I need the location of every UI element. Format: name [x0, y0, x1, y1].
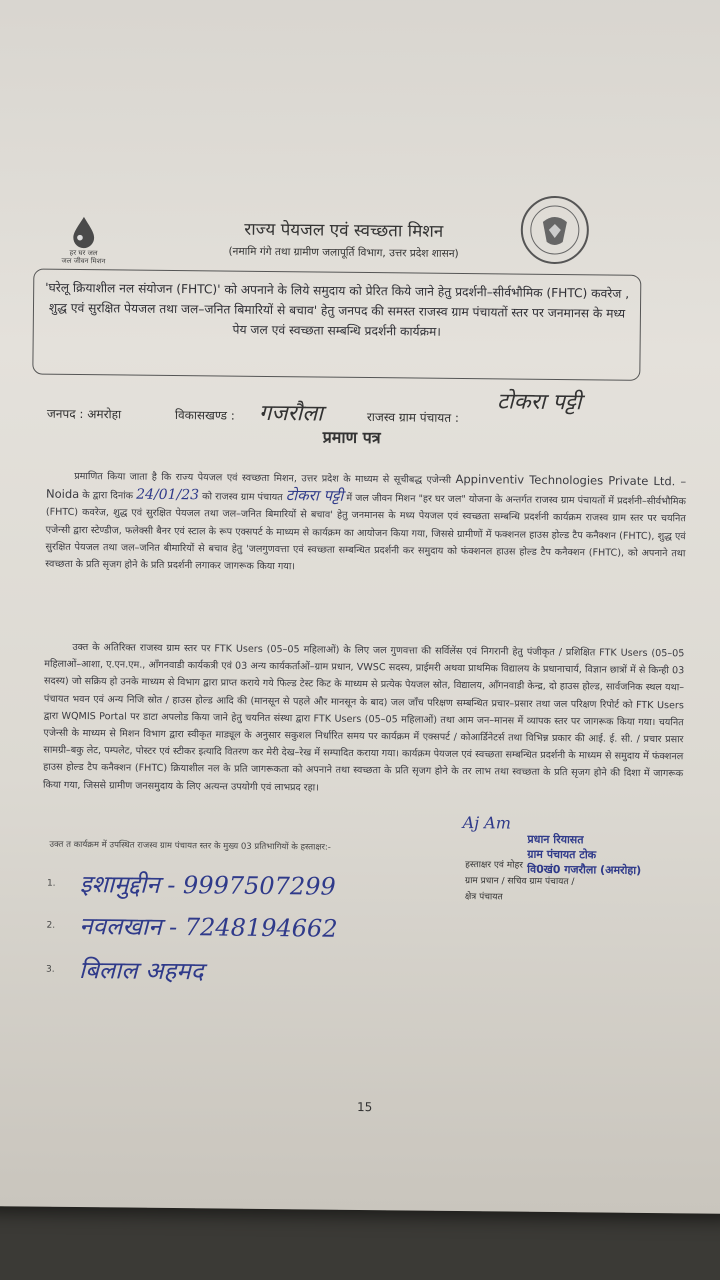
- header-subtitle: (नमामि गंगे तथा ग्रामीण जलापूर्ति विभाग, उत्तर प्रदेश शासन): [228, 245, 459, 260]
- logo-tagline-2: जल जीवन मिशन: [61, 256, 106, 266]
- participant-signature: नवलखान - 7248194662: [79, 912, 338, 943]
- para1-text-b: के द्वारा दिनांक: [82, 490, 134, 502]
- participant-entry: [46, 909, 337, 945]
- water-drop-icon: [65, 215, 103, 249]
- sign-label-line-1: हस्ताक्षर एवं मोहर: [465, 860, 523, 871]
- participant-number: 3.: [46, 964, 55, 975]
- panchayat-label: राजस्व ग्राम पंचायत :: [366, 410, 460, 425]
- program-title-box: 'घरेलू क्रियाशील नल संयोजन (FHTC)' को अपनाने के लिये समुदाय को प्रेरित किये जाने हेतु प्रदर्शनी–सीर्वभौमिक (FHTC) कवरेज , शुद्ध एवं सुरक्षित पेयजल तथा जल–जनित बिमारियों से बचाव' हेतु जनपद की समस्त राजस्व ग्राम पंचायतों स्तर पर जनमानस के मध्य पेय जल एवं स्वच्छता सम्बन्धि प्रदर्शनी कार्यक्रम।: [32, 269, 641, 381]
- sign-label-line-3: क्षेत्र पंचायत: [464, 892, 503, 903]
- block-label: विकासखण्ड :: [174, 407, 235, 423]
- participant-signature: इशामुद्दीन - 9997507299: [79, 870, 336, 901]
- block-value: गजरौला: [258, 400, 324, 427]
- stamp-line-1: प्रधान रियासत: [527, 832, 584, 847]
- certificate-heading: प्रमाण पत्र: [322, 427, 381, 448]
- para1-text-d: में जल जीवन मिशन "हर घर जल" योजना के अन्तर्गत राजस्व ग्राम पंचायतों में प्रदर्शनी–सीर्वभौमिक (FHTC) कवरेज, शुद्ध एवं सुरक्षित पेयजल तथा जल–जनित बिमारियों से बचाव' हेतु जनमानस के मध्य पेयजल एवं स्वच्छता सम्बन्धि प्रदर्शनी कार्यक्रम राजस्व ग्राम स्तर पर चयनित एजेन्सी द्वारा स्टेण्डीज, फलेक्सी बैनर एवं स्टाल के रूप एक्सपर्ट के माध्यम से कार्यक्रम का आयोजन किया गया, जिससे ग्रामीणों में फक्शनल हाउस होल्ड टैप कनैक्शन (FHTC), शुद्ध एवं सुरक्षित पेयजल तथा जल–जनित बीमारियों से बचाव हेतु 'जलगुणवत्ता एवं स्वच्छता सम्बन्धित प्रदर्शनी कर समुदाय को फंक्शनल हाउस होल्ड टैप कनैक्शन (FHTC), को अपनाने तथा स्वच्छता के प्रति सृजग होने के प्रति प्रदर्शनी लगाकर जागरूक किया गया।: [45, 493, 687, 573]
- jal-jeevan-mission-logo: [48, 215, 119, 276]
- pradhan-signature: Aj Am: [462, 813, 512, 833]
- para2-text: उक्त के अतिरिक्त राजस्व ग्राम स्तर पर FTK Users (05–05 महिलाओं) के लिए जल गुणवत्ता की सर्विलेंस एवं निगरानी हेतु पंजीकृत / प्रशिक्षित FTK Users (05–05 महिलाओं–आशा, ए.एन.एम., आँगनवाडी कार्यकत्री एवं 03 अन्य कार्यकर्ताओं–ग्राम प्रधान, VWSC सदस्य, प्राईमरी अथवा प्राथमिक विद्यालय के प्रधानाचार्य, विज्ञान छात्रों में से किन्ही 03 सदस्य) जो सक्रिय हो उनके माध्यम से विभाग द्वारा प्राप्त कराये गये फिल्ड टेस्ट किट के माध्यम से प्रत्येक पेयजल स्रोत, विद्यालय, आँगनवाडी केन्द्र, दो हाउस होल्ड, सार्वजनिक स्थल यथा–पंचायत भवन एवं अन्य निजि स्रोत / हाउस होल्ड आदि की (मानसून से पहले और मानसून के बाद) जल जाँच परिक्षण सम्बन्धित प्रचार–प्रसार तथा जल परिक्षण रिपोर्ट को FTK Users द्वारा WQMIS Portal पर डाटा अपलोड किया जाने हेतु चयनित संस्था द्वारा FTK Users (05–05 महिलाओं) तथा आम जन–मानस में व्यापक स्तर पर जागरूक किया गया। चयनित एजेन्सी के माध्यम से मिशन विभाग द्वारा स्वीकृत माड्यूल के अनुसार सकुशल निर्धारित समय पर कार्यक्रम में एक्सपर्ट / कोआर्डिनेटर्स तथा विभिन्न प्रकार की आई. ई. सी. / प्रचार प्रसार सामग्री–बकु लेट, पम्पलेट, पोस्टर एवं स्टीकर इत्यादि वितरण कर मेरी देख–रेख में सम्पादित कराया गया। कार्यक्रम पेयजल एवं स्वच्छता सम्बन्धित प्रदर्शनी के माध्यम से समुदाय में फंक्शनल हाउस होल्ड टैप कनैक्शन (FHTC) क्रियाशील नल के प्रति जागरूकता को अपनाने तथा स्वच्छता के प्रति सृजग होने के तर लाभ तथा स्वच्छता के प्रति सृजग होने की दिशा में जागरूक किया गया, जिससे ग्रामीण जनसमुदाय के लिए अत्यन्त उपयोगी एवं लाभप्रद रहा।: [42, 641, 685, 794]
- certificate-paragraph-2: [43, 639, 685, 801]
- program-date: 24/01/23: [136, 486, 200, 504]
- participant-signature: बिलाल अहमद: [78, 956, 204, 986]
- para1-text-c: को राजस्व ग्राम पंचायत: [202, 491, 283, 504]
- signature-label: [465, 857, 645, 907]
- sign-label-line-2: ग्राम प्रधान / सचिव ग्राम पंचायत /: [464, 876, 575, 888]
- participant-number: 1.: [46, 878, 56, 889]
- agency-name: Appinventiv Technologies Private Ltd. – Noida: [45, 471, 687, 502]
- logo-tagline: हर घर जल: [69, 248, 98, 258]
- para1-text-a: प्रमाणित किया जाता है कि राज्य पेयजल एवं स्वच्छता मिशन, उत्तर प्रदेश के माध्यम से सूचीबद्ध एजेन्सी: [74, 470, 452, 486]
- stamp-line-2: ग्राम पंचायत टोक: [527, 847, 597, 862]
- participants-note: उक्त त कार्यक्रम में उपस्थित राजस्व ग्राम पंचायत स्तर के मुख्य 03 प्रतिभागियों के हस्ताक्षर:-: [49, 839, 331, 853]
- para1-panchayat: टोकरा पट्टी: [285, 486, 344, 505]
- participant-entry: [46, 953, 204, 988]
- participant-entry: [47, 867, 336, 903]
- header-title: राज्य पेयजल एवं स्वच्छता मिशन: [244, 219, 444, 242]
- stamp-line-3: वि0खं0 गजरौला (अमरोहा): [527, 862, 642, 877]
- panchayat-value: टोकरा पट्टी: [496, 389, 582, 416]
- page-number: 15: [356, 1099, 373, 1115]
- participant-number: 2.: [46, 920, 56, 931]
- certificate-paragraph-1: [45, 467, 686, 580]
- district-label: जनपद : अमरोहा: [46, 406, 122, 422]
